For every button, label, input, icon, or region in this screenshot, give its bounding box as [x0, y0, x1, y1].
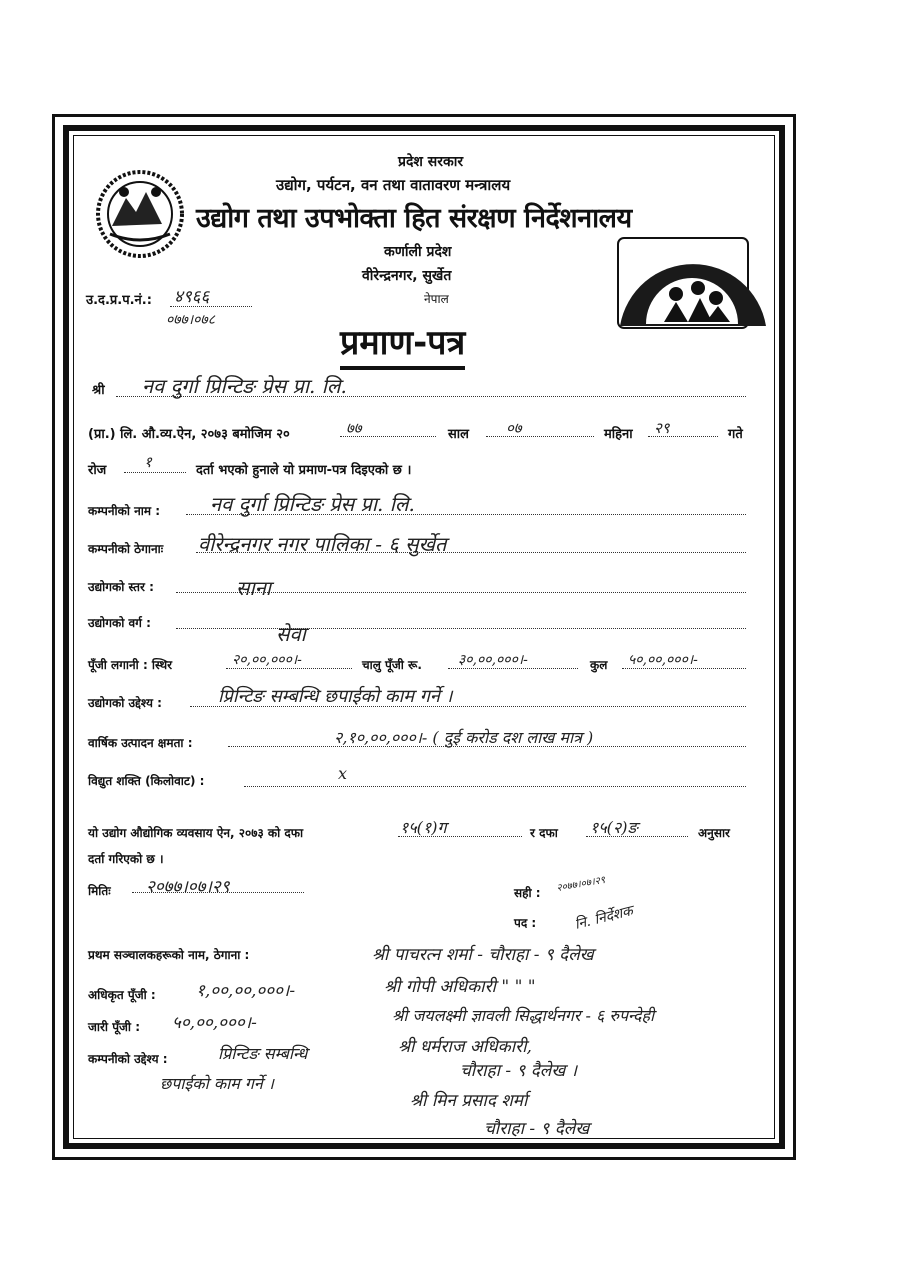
gate-label: गते: [728, 427, 743, 442]
capital-working-value: ३०,००,०००।-: [458, 652, 528, 668]
date-label: मितिः: [88, 884, 111, 898]
issued-capital-value: ५०,००,०००।-: [172, 1013, 257, 1033]
address-value: वीरेन्द्रनगर नगर पालिका - ६ सुर्खेत: [198, 532, 447, 556]
province-name: कर्णाली प्रदेश: [384, 244, 452, 260]
registration-section2: १५(२)ङ: [590, 818, 638, 837]
objective-value: प्रिन्टिङ सम्बन्धि छपाईको काम गर्ने ।: [218, 686, 453, 707]
registration-line2: दर्ता गरिएको छ ।: [88, 852, 164, 866]
level-value: साना: [236, 576, 271, 600]
registration-prefix: यो उद्योग औद्योगिक व्यवसाय ऐन, २०७३ को दफा: [88, 826, 304, 840]
country-name: नेपाल: [424, 292, 449, 306]
capital-working-label: चालु पूँजी रू.: [362, 658, 422, 672]
registration-section1: १५(१)ग: [400, 818, 447, 837]
intro-month: ०७: [506, 419, 522, 437]
city-name: वीरेन्द्रनगर, सुर्खेत: [362, 268, 452, 284]
reference-number: ४९६६: [174, 287, 210, 307]
capital-total-label: कुल: [590, 658, 608, 672]
company-objective-line1: प्रिन्टिङ सम्बन्धि: [218, 1044, 308, 1063]
date-value: २०७७।०७।२९: [146, 877, 230, 897]
capacity-label: वार्षिक उत्पादन क्षमता :: [88, 736, 193, 750]
registration-mid: र दफा: [530, 826, 558, 840]
post-label: पद :: [514, 916, 537, 930]
government-name: प्रदेश सरकार: [398, 154, 464, 170]
mahina-label: महिना: [604, 427, 633, 442]
company-name-value: नव दुर्गा प्रिन्टिङ प्रेस प्रा. लि.: [210, 492, 415, 516]
registration-suffix: अनुसार: [698, 826, 730, 840]
director-5-address: चौराहा - ९ दैलेख: [484, 1119, 590, 1139]
department-name: उद्योग तथा उपभोक्ता हित संरक्षण निर्देशनालय: [196, 203, 632, 234]
director-2: श्री गोपी अधिकारी " " ": [384, 977, 536, 997]
capacity-value: २,१०,००,०००।- ( दुई करोड दश लाख मात्र ): [334, 728, 594, 747]
emblem-icon: [94, 168, 186, 260]
issued-capital-label: जारी पूँजी :: [88, 1020, 141, 1034]
address-label: कम्पनीको ठेगानाः: [88, 542, 164, 556]
roj-label: रोज: [88, 463, 107, 478]
director-5: श्री मिन प्रसाद शर्मा: [410, 1091, 528, 1111]
power-value: x: [338, 764, 348, 783]
level-label: उद्योगको स्तर :: [88, 580, 154, 594]
authorized-capital-label: अधिकृत पूँजी :: [88, 988, 156, 1002]
sign-label: सही :: [514, 886, 541, 900]
capital-fixed-value: २०,००,०००।-: [232, 652, 302, 668]
category-value: सेवा: [276, 622, 306, 646]
company-objective-label: कम्पनीको उद्देश्य :: [88, 1052, 168, 1066]
company-objective-line2: छपाईको काम गर्ने ।: [160, 1074, 274, 1093]
reference-label: उ.द.प्र.प.नं.:: [86, 293, 152, 308]
certificate-title: प्रमाण-पत्र: [340, 318, 465, 370]
directors-label: प्रथम सञ्चालकहरूको नाम, ठेगाना :: [88, 948, 250, 962]
power-label: विद्युत शक्ति (किलोवाट) :: [88, 774, 205, 788]
director-3: श्री जयलक्ष्मी ज्ञावली सिद्धार्थनगर - ६ रुपन्देही: [392, 1006, 655, 1025]
intro-year: ७७: [346, 419, 362, 437]
company-name-label: कम्पनीको नाम :: [88, 504, 161, 518]
reference-year: ०७७।०७८: [166, 312, 215, 328]
company-stamp-icon: [616, 236, 768, 336]
director-1: श्री पाचरत्न शर्मा - चौराहा - ९ दैलेख: [372, 945, 594, 965]
intro-weekday: १: [144, 453, 152, 471]
intro-company-name: नव दुर्गा प्रिन्टिङ प्रेस प्रा. लि.: [142, 374, 347, 398]
director-4: श्री धर्मराज अधिकारी,: [398, 1037, 532, 1057]
capital-total-value: ५०,००,०००।-: [628, 652, 698, 668]
objective-label: उद्योगको उद्देश्य :: [88, 696, 162, 710]
ministry-name: उद्योग, पर्यटन, वन तथा वातावरण मन्त्रालय: [276, 176, 511, 194]
shri-label: श्री: [92, 383, 105, 398]
category-label: उद्योगको वर्ग :: [88, 616, 151, 630]
post-value: नि. निर्देशक: [573, 903, 635, 933]
intro-day: २९: [654, 419, 670, 437]
director-4-address: चौराहा - ९ दैलेख ।: [460, 1061, 578, 1081]
sal-label: साल: [448, 427, 469, 442]
act-text: (प्रा.) लि. औ.व्य.ऐन, २०७३ बमोजिम २०: [88, 427, 290, 442]
intro-suffix: दर्ता भएको हुनाले यो प्रमाण-पत्र दिइएको छ ।: [196, 463, 412, 478]
capital-label: पूँजी लगानी : स्थिर: [88, 658, 173, 672]
authorized-capital-value: १,००,००,०००।-: [196, 981, 296, 1001]
signature-stamp-date: २०७७।०७।२९: [555, 874, 607, 895]
